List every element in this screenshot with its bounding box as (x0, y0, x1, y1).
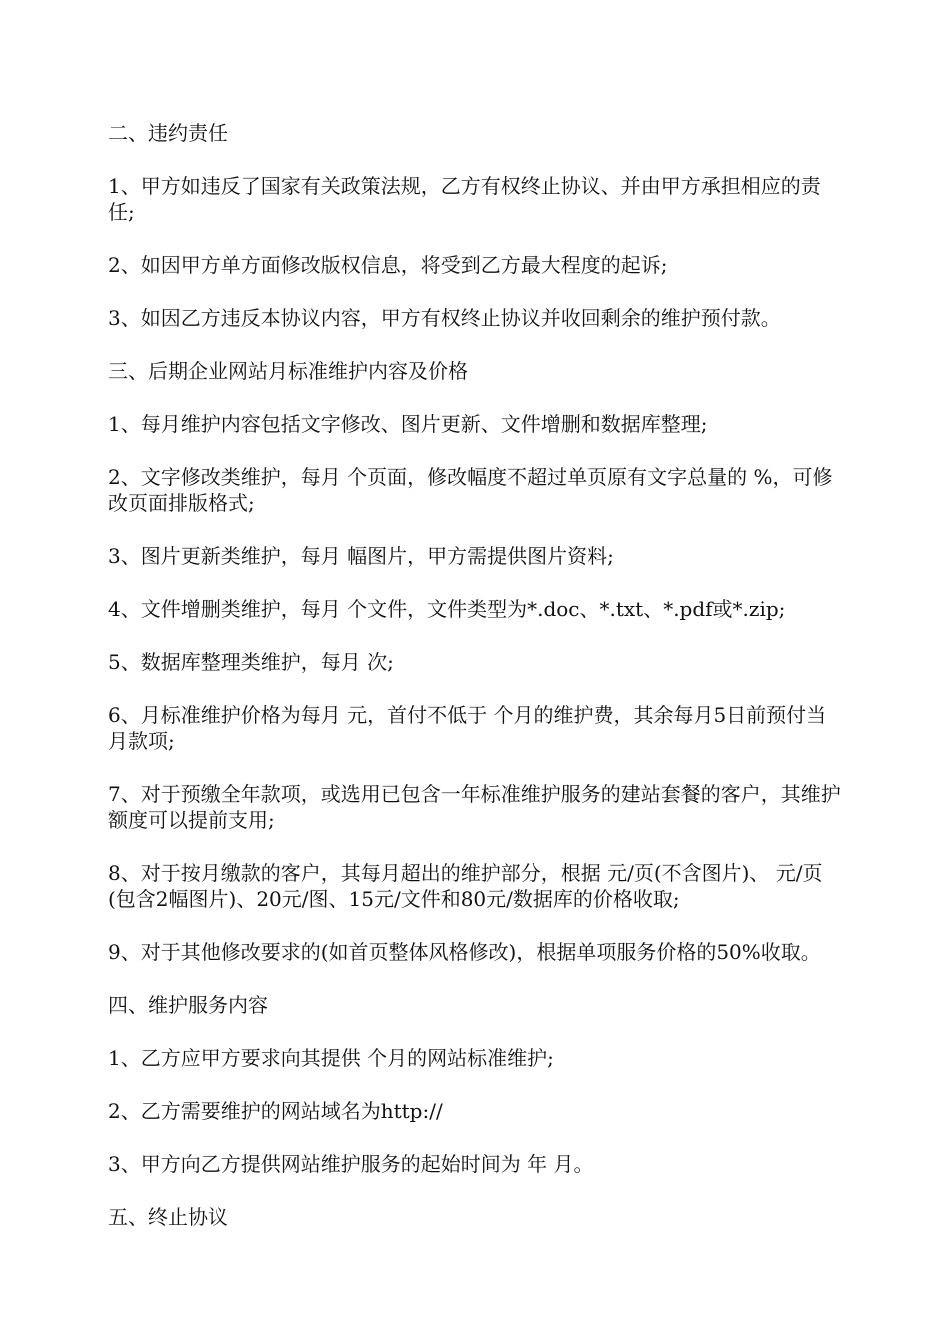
clause-paragraph: 1、乙方应甲方要求向其提供 个月的网站标准维护; (108, 1046, 554, 1070)
section-heading-termination: 五、终止协议 (108, 1205, 228, 1229)
clause-paragraph: 1、每月维护内容包括文字修改、图片更新、文件增删和数据库整理; (108, 412, 708, 436)
clause-paragraph: 5、数据库整理类维护，每月 次; (108, 650, 394, 674)
section-heading-maintenance-pricing: 三、后期企业网站月标准维护内容及价格 (108, 359, 468, 383)
clause-paragraph: 3、如因乙方违反本协议内容，甲方有权终止协议并收回剩余的维护预付款。 (108, 306, 781, 330)
section-heading-service-content: 四、维护服务内容 (108, 993, 268, 1017)
document-page (108, 120, 846, 1257)
clause-paragraph: 2、乙方需要维护的网站域名为http:// (108, 1099, 443, 1123)
clause-paragraph: 3、图片更新类维护，每月 幅图片，甲方需提供图片资料; (108, 544, 614, 568)
clause-paragraph: 6、月标准维护价格为每月 元，首付不低于 个月的维护费，其余每月5日前预付当月款项; (108, 703, 827, 753)
clause-paragraph: 9、对于其他修改要求的(如首页整体风格修改)，根据单项服务价格的50%收取。 (108, 940, 821, 964)
clause-paragraph: 8、对于按月缴款的客户，其每月超出的维护部分，根据 元/页(不含图片)、 元/页(包含2幅图片)、20元/图、15元/文件和80元/数据库的价格收取; (108, 861, 823, 911)
clause-paragraph: 2、文字修改类维护，每月 个页面，修改幅度不超过单页原有文字总量的 %，可修改页面排版格式; (108, 465, 833, 515)
clause-paragraph: 3、甲方向乙方提供网站维护服务的起始时间为 年 月。 (108, 1152, 594, 1176)
section-heading-breach-liability: 二、违约责任 (108, 121, 228, 145)
clause-paragraph: 4、文件增删类维护，每月 个文件，文件类型为*.doc、*.txt、*.pdf或*.zip; (108, 597, 786, 621)
clause-paragraph: 2、如因甲方单方面修改版权信息，将受到乙方最大程度的起诉; (108, 253, 668, 277)
clause-paragraph: 1、甲方如违反了国家有关政策法规，乙方有权终止协议、并由甲方承担相应的责任; (108, 174, 821, 224)
clause-paragraph: 7、对于预缴全年款项，或选用已包含一年标准维护服务的建站套餐的客户，其维护额度可以提前支用; (108, 782, 841, 832)
